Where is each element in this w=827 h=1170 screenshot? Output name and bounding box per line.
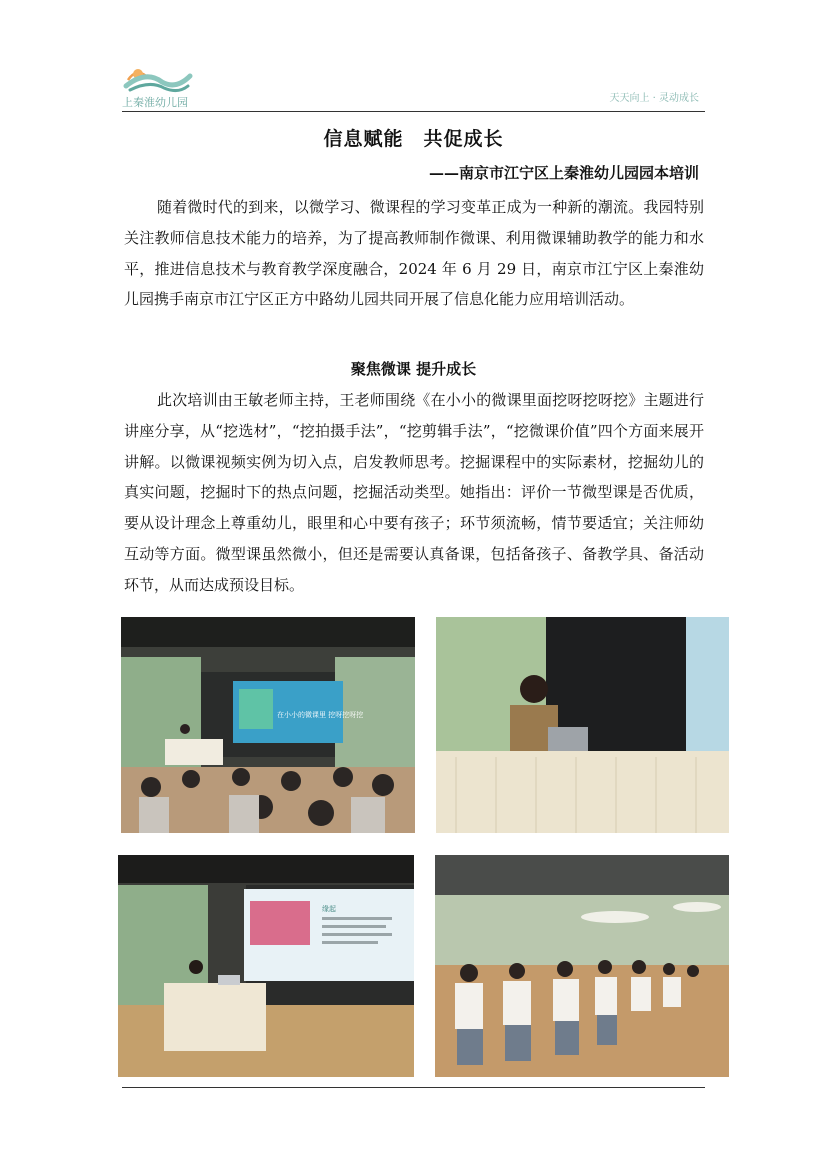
photo-audience (435, 855, 729, 1077)
section-heading: 聚焦微课 提升成长 (350, 360, 477, 378)
footer-divider (122, 1087, 705, 1088)
body-paragraph: 此次培训由王敏老师主持，王老师围绕《在小小的微课里面挖呀挖呀挖》主题进行讲座分享，从“挖选材”，“挖拍摄手法”，“挖剪辑手法”，“挖微课价值”四个方面来展开讲解。以微课视频实例为切入点，启发教师思考。挖掘课程中的实际素材，挖掘幼儿的真实问题，挖掘时下的热点问题，挖掘活动类型。她指出：评价一节微型课是否优质，要从设计理念上尊重幼儿，眼里和心中要有孩子；环节须流畅，情节要适宜；关注师幼互动等方面。微型课虽然微小，但还是需要认真备课，包括备孩子、备教学具、备活动环节，从而达成预设目标。 (124, 391, 704, 594)
header-divider (122, 111, 705, 112)
intro-paragraph: 随着微时代的到来，以微学习、微课程的学习变革正成为一种新的潮流。我园特别关注教师信息技术能力的培养，为了提高教师制作微课、利用微课辅助教学的能力和水平，推进信息技术与教育教学深度融合，2024 年 6 月 29 日，南京市江宁区上秦淮幼儿园携手南京市江宁区正方中路幼儿园共同开展了信息化能力应用培训活动。 (124, 198, 704, 309)
header-slogan: 天天向上 · 灵动成长 (609, 93, 699, 104)
photo-presenter-desk (436, 617, 729, 833)
article-subtitle: ——南京市江宁区上秦淮幼儿园园本培训 (428, 164, 699, 182)
slide-heading-text: 缘起 (322, 905, 336, 913)
article-title: 信息赋能 共促成长 (323, 128, 504, 150)
photo-speaker-slide (118, 855, 414, 1077)
photo-lecture-hall (121, 617, 415, 833)
logo-text: 上秦淮幼儿园 (122, 96, 188, 109)
projector-screen-text: 在小小的微课里 挖呀挖呀挖 (277, 711, 364, 719)
